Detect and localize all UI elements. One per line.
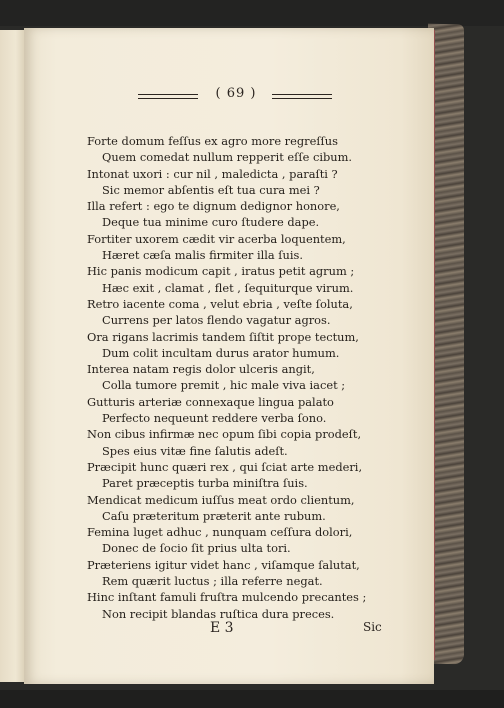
poem-line: Illa refert : ego te dignum dedignor honore, [87, 199, 340, 214]
poem-line: Quem comedat nullum repperit eſſe cibum. [102, 150, 353, 165]
book-page [24, 28, 434, 684]
poem-line: Non recipit blandas ruſtica dura preces. [102, 606, 335, 621]
poem-line: Rem quærit luctus ; illa referre negat. [102, 574, 323, 589]
poem-line: Præcipit hunc quæri rex , qui ſciat arte mederi, [87, 459, 363, 474]
poem-line: Intonat uxori : cur nil , maledicta , paraſti ? [87, 166, 338, 181]
poem-line: Ora rigans lacrimis tandem ſiſtit prope tectum, [87, 329, 359, 344]
poem-line: Caſu præteritum præterit ante rubum. [102, 508, 326, 523]
poem-line: Paret præceptis turba miniſtra ſuis. [102, 476, 308, 491]
poem-line: Retro iacente coma , velut ebria , veſte ſoluta, [87, 296, 353, 311]
previous-page-edge [0, 30, 27, 682]
poem-line: Currens per latos flendo vagatur agros. [102, 313, 331, 328]
poem-line: Hæc exit , clamat , flet , ſequiturque virum. [102, 280, 354, 295]
header-rule-right [272, 94, 332, 99]
poem-line: Deque tua minime curo ſtudere dape. [102, 215, 320, 230]
poem-line: Hæret cæſa malis firmiter illa ſuis. [102, 248, 303, 263]
poem-line: Mendicat medicum iuſſus meat ordo clientum, [87, 492, 355, 507]
catchword: Sic [363, 620, 382, 634]
header-rule-left [138, 94, 198, 99]
poem-text [87, 133, 387, 622]
page-number: ( 69 ) [215, 86, 257, 101]
poem-line: Præteriens igitur videt hanc , viſamque ſalutat, [87, 557, 360, 572]
poem-line: Interea natam regis dolor ulceris angit, [87, 362, 315, 377]
poem-line: Sic memor abſentis eſt tua cura mei ? [102, 182, 320, 197]
poem-line: Hinc inſtant famuli fruſtra mulcendo precantes ; [87, 590, 367, 605]
signature-mark: E 3 [210, 620, 234, 636]
poem-line: Gutturis arteriæ connexaque lingua palato [87, 394, 334, 409]
background-bottom [0, 690, 504, 708]
poem-line: Donec de ſocio ſit prius ulta tori. [102, 541, 291, 556]
poem-line: Dum colit incultam durus arator humum. [102, 345, 340, 360]
page-header [112, 86, 362, 106]
poem-line: Colla tumore premit , hic male viva iacet ; [102, 378, 346, 393]
poem-line: Femina luget adhuc , nunquam ceſſura dolori, [87, 525, 353, 540]
background-top [0, 0, 504, 26]
poem-line: Fortiter uxorem cædit vir acerba loquentem, [87, 231, 346, 246]
poem-line: Spes eius vitæ fine ſalutis adeſt. [102, 443, 288, 458]
poem-line: Forte domum feſſus ex agro more regreſſus [87, 134, 338, 148]
poem-line: Non cibus infirmæ nec opum ſibi copia prodeſt, [87, 427, 362, 442]
poem-line: Perfecto nequeunt reddere verba ſono. [102, 411, 327, 426]
poem-line: Hic panis modicum capit , iratus petit agrum ; [87, 264, 355, 279]
